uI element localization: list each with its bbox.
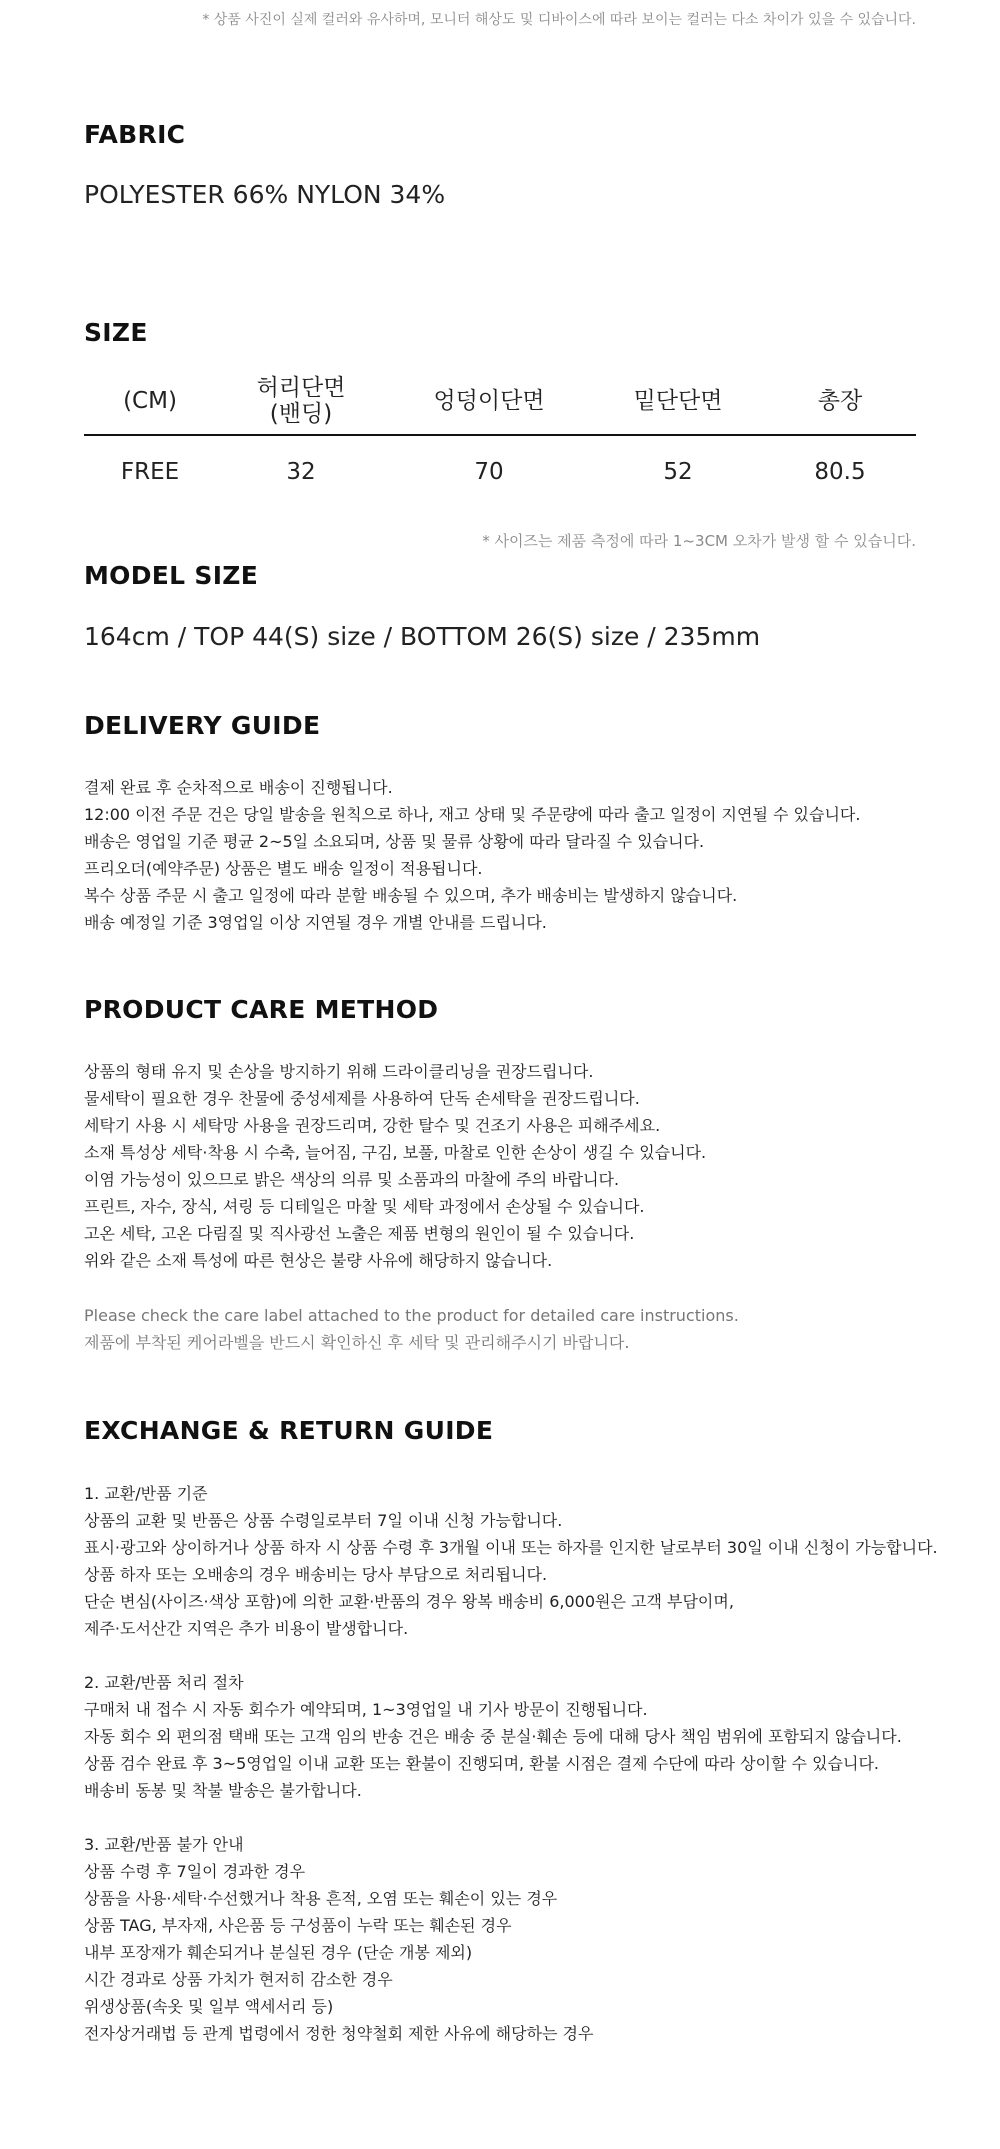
exchange-line: 상품의 교환 및 반품은 상품 수령일로부터 7일 이내 신청 가능합니다. bbox=[84, 1511, 563, 1530]
delivery-line: 결제 완료 후 순차적으로 배송이 진행됩니다. bbox=[84, 778, 393, 797]
model-size-title: MODEL SIZE bbox=[84, 561, 259, 590]
care-line: 이염 가능성이 있으므로 밝은 색상의 의류 및 소품과의 마찰에 주의 바랍니다. bbox=[84, 1170, 620, 1189]
size-header-unit: (CM) bbox=[123, 388, 177, 414]
care-line: 세탁기 사용 시 세탁망 사용을 권장드리며, 강한 탈수 및 건조기 사용은 피해주세요. bbox=[84, 1116, 661, 1135]
care-line: 프린트, 자수, 장식, 셔링 등 디테일은 마찰 및 세탁 과정에서 손상될 수 있습니다. bbox=[84, 1197, 645, 1216]
care-title: PRODUCT CARE METHOD bbox=[84, 995, 439, 1024]
care-line: 상품의 형태 유지 및 손상을 방지하기 위해 드라이클리닝을 권장드립니다. bbox=[84, 1062, 594, 1081]
table-row bbox=[84, 435, 916, 508]
size-table bbox=[84, 368, 916, 508]
exchange-line: 시간 경과로 상품 가치가 현저히 감소한 경우 bbox=[84, 1970, 393, 1989]
care-note-line: 제품에 부착된 케어라벨을 반드시 확인하신 후 세탁 및 관리해주시기 바랍니다. bbox=[84, 1333, 630, 1352]
size-header-waist: 허리단면 (밴딩) bbox=[256, 375, 346, 427]
exchange-line: 상품 검수 완료 후 3~5영업일 이내 교환 또는 환불이 진행되며, 환불 시점은 결제 수단에 따라 상이할 수 있습니다. bbox=[84, 1754, 880, 1773]
exchange-line: 배송비 동봉 및 착불 발송은 불가합니다. bbox=[84, 1781, 362, 1800]
size-cell: 52 bbox=[663, 459, 693, 485]
top-color-note: * 상품 사진이 실제 컬러와 유사하며, 모니터 해상도 및 디바이스에 따라 보이는 컬러는 다소 차이가 있을 수 있습니다. bbox=[202, 12, 916, 28]
exchange-line: 내부 포장재가 훼손되거나 분실된 경우 (단순 개봉 제외) bbox=[84, 1943, 473, 1962]
care-line: 고온 세탁, 고온 다림질 및 직사광선 노출은 제품 변형의 원인이 될 수 있습니다. bbox=[84, 1224, 635, 1243]
exchange-line: 상품 수령 후 7일이 경과한 경우 bbox=[84, 1862, 306, 1881]
exchange-line: 2. 교환/반품 처리 절차 bbox=[84, 1673, 244, 1692]
size-header-hip: 엉덩이단면 bbox=[433, 388, 545, 414]
exchange-line: 표시·광고와 상이하거나 상품 하자 시 상품 수령 후 3개월 이내 또는 하자를 인지한 날로부터 30일 이내 신청이 가능합니다. bbox=[84, 1538, 938, 1557]
size-cell: FREE bbox=[120, 459, 180, 485]
exchange-line: 위생상품(속옷 및 일부 액세서리 등) bbox=[84, 1997, 334, 2016]
delivery-title: DELIVERY GUIDE bbox=[84, 711, 321, 740]
exchange-line: 제주·도서산간 지역은 추가 비용이 발생합니다. bbox=[84, 1619, 409, 1638]
size-cell: 70 bbox=[474, 459, 504, 485]
care-text bbox=[84, 1058, 924, 1274]
size-header-length: 총장 bbox=[817, 388, 863, 414]
size-cell: 32 bbox=[286, 459, 316, 485]
care-line: 위와 같은 소재 특성에 따른 현상은 불량 사유에 해당하지 않습니다. bbox=[84, 1251, 553, 1270]
size-table-header-row bbox=[84, 368, 916, 435]
fabric-value: POLYESTER 66% NYLON 34% bbox=[84, 180, 446, 209]
size-title: SIZE bbox=[84, 318, 148, 347]
delivery-line: 프리오더(예약주문) 상품은 별도 배송 일정이 적용됩니다. bbox=[84, 859, 483, 878]
exchange-line: 구매처 내 접수 시 자동 회수가 예약되며, 1~3영업일 내 기사 방문이 진행됩니다. bbox=[84, 1700, 648, 1719]
care-line: 물세탁이 필요한 경우 찬물에 중성세제를 사용하여 단독 손세탁을 권장드립니다. bbox=[84, 1089, 640, 1108]
care-line: 소재 특성상 세탁·착용 시 수축, 늘어짐, 구김, 보풀, 마찰로 인한 손상이 생길 수 있습니다. bbox=[84, 1143, 707, 1162]
delivery-line: 배송 예정일 기준 3영업일 이상 지연될 경우 개별 안내를 드립니다. bbox=[84, 913, 547, 932]
exchange-line: 상품을 사용·세탁·수선했거나 착용 흔적, 오염 또는 훼손이 있는 경우 bbox=[84, 1889, 558, 1908]
exchange-line: 단순 변심(사이즈·색상 포함)에 의한 교환·반품의 경우 왕복 배송비 6,000원은 고객 부담이며, bbox=[84, 1592, 734, 1611]
size-cell: 80.5 bbox=[814, 459, 866, 485]
exchange-line: 전자상거래법 등 관계 법령에서 정한 청약철회 제한 사유에 해당하는 경우 bbox=[84, 2024, 594, 2043]
spacer bbox=[84, 1642, 924, 1669]
exchange-line: 상품 TAG, 부자재, 사은품 등 구성품이 누락 또는 훼손된 경우 bbox=[84, 1916, 512, 1935]
exchange-title: EXCHANGE & RETURN GUIDE bbox=[84, 1416, 494, 1445]
exchange-line: 3. 교환/반품 불가 안내 bbox=[84, 1835, 244, 1854]
spacer bbox=[84, 1804, 924, 1831]
exchange-text bbox=[84, 1480, 938, 2047]
exchange-line: 상품 하자 또는 오배송의 경우 배송비는 당사 부담으로 처리됩니다. bbox=[84, 1565, 548, 1584]
delivery-text bbox=[84, 774, 924, 936]
exchange-line: 자동 회수 외 편의점 택배 또는 고객 임의 반송 건은 배송 중 분실·훼손 등에 대해 당사 책임 범위에 포함되지 않습니다. bbox=[84, 1727, 902, 1746]
delivery-line: 배송은 영업일 기준 평균 2~5일 소요되며, 상품 및 물류 상황에 따라 달라질 수 있습니다. bbox=[84, 832, 705, 851]
size-note: * 사이즈는 제품 측정에 따라 1~3CM 오차가 발생 할 수 있습니다. bbox=[482, 532, 916, 550]
care-label-note bbox=[84, 1302, 924, 1356]
delivery-line: 복수 상품 주문 시 출고 일정에 따라 분할 배송될 수 있으며, 추가 배송비는 발생하지 않습니다. bbox=[84, 886, 738, 905]
model-size-value: 164cm / TOP 44(S) size / BOTTOM 26(S) size / 235mm bbox=[84, 622, 761, 651]
care-note-line: Please check the care label attached to the product for detailed care instructions. bbox=[84, 1306, 739, 1325]
size-header-hem: 밑단단면 bbox=[633, 388, 723, 414]
exchange-line: 1. 교환/반품 기준 bbox=[84, 1484, 208, 1503]
fabric-title: FABRIC bbox=[84, 120, 186, 149]
delivery-line: 12:00 이전 주문 건은 당일 발송을 원칙으로 하나, 재고 상태 및 주문량에 따라 출고 일정이 지연될 수 있습니다. bbox=[84, 805, 861, 824]
